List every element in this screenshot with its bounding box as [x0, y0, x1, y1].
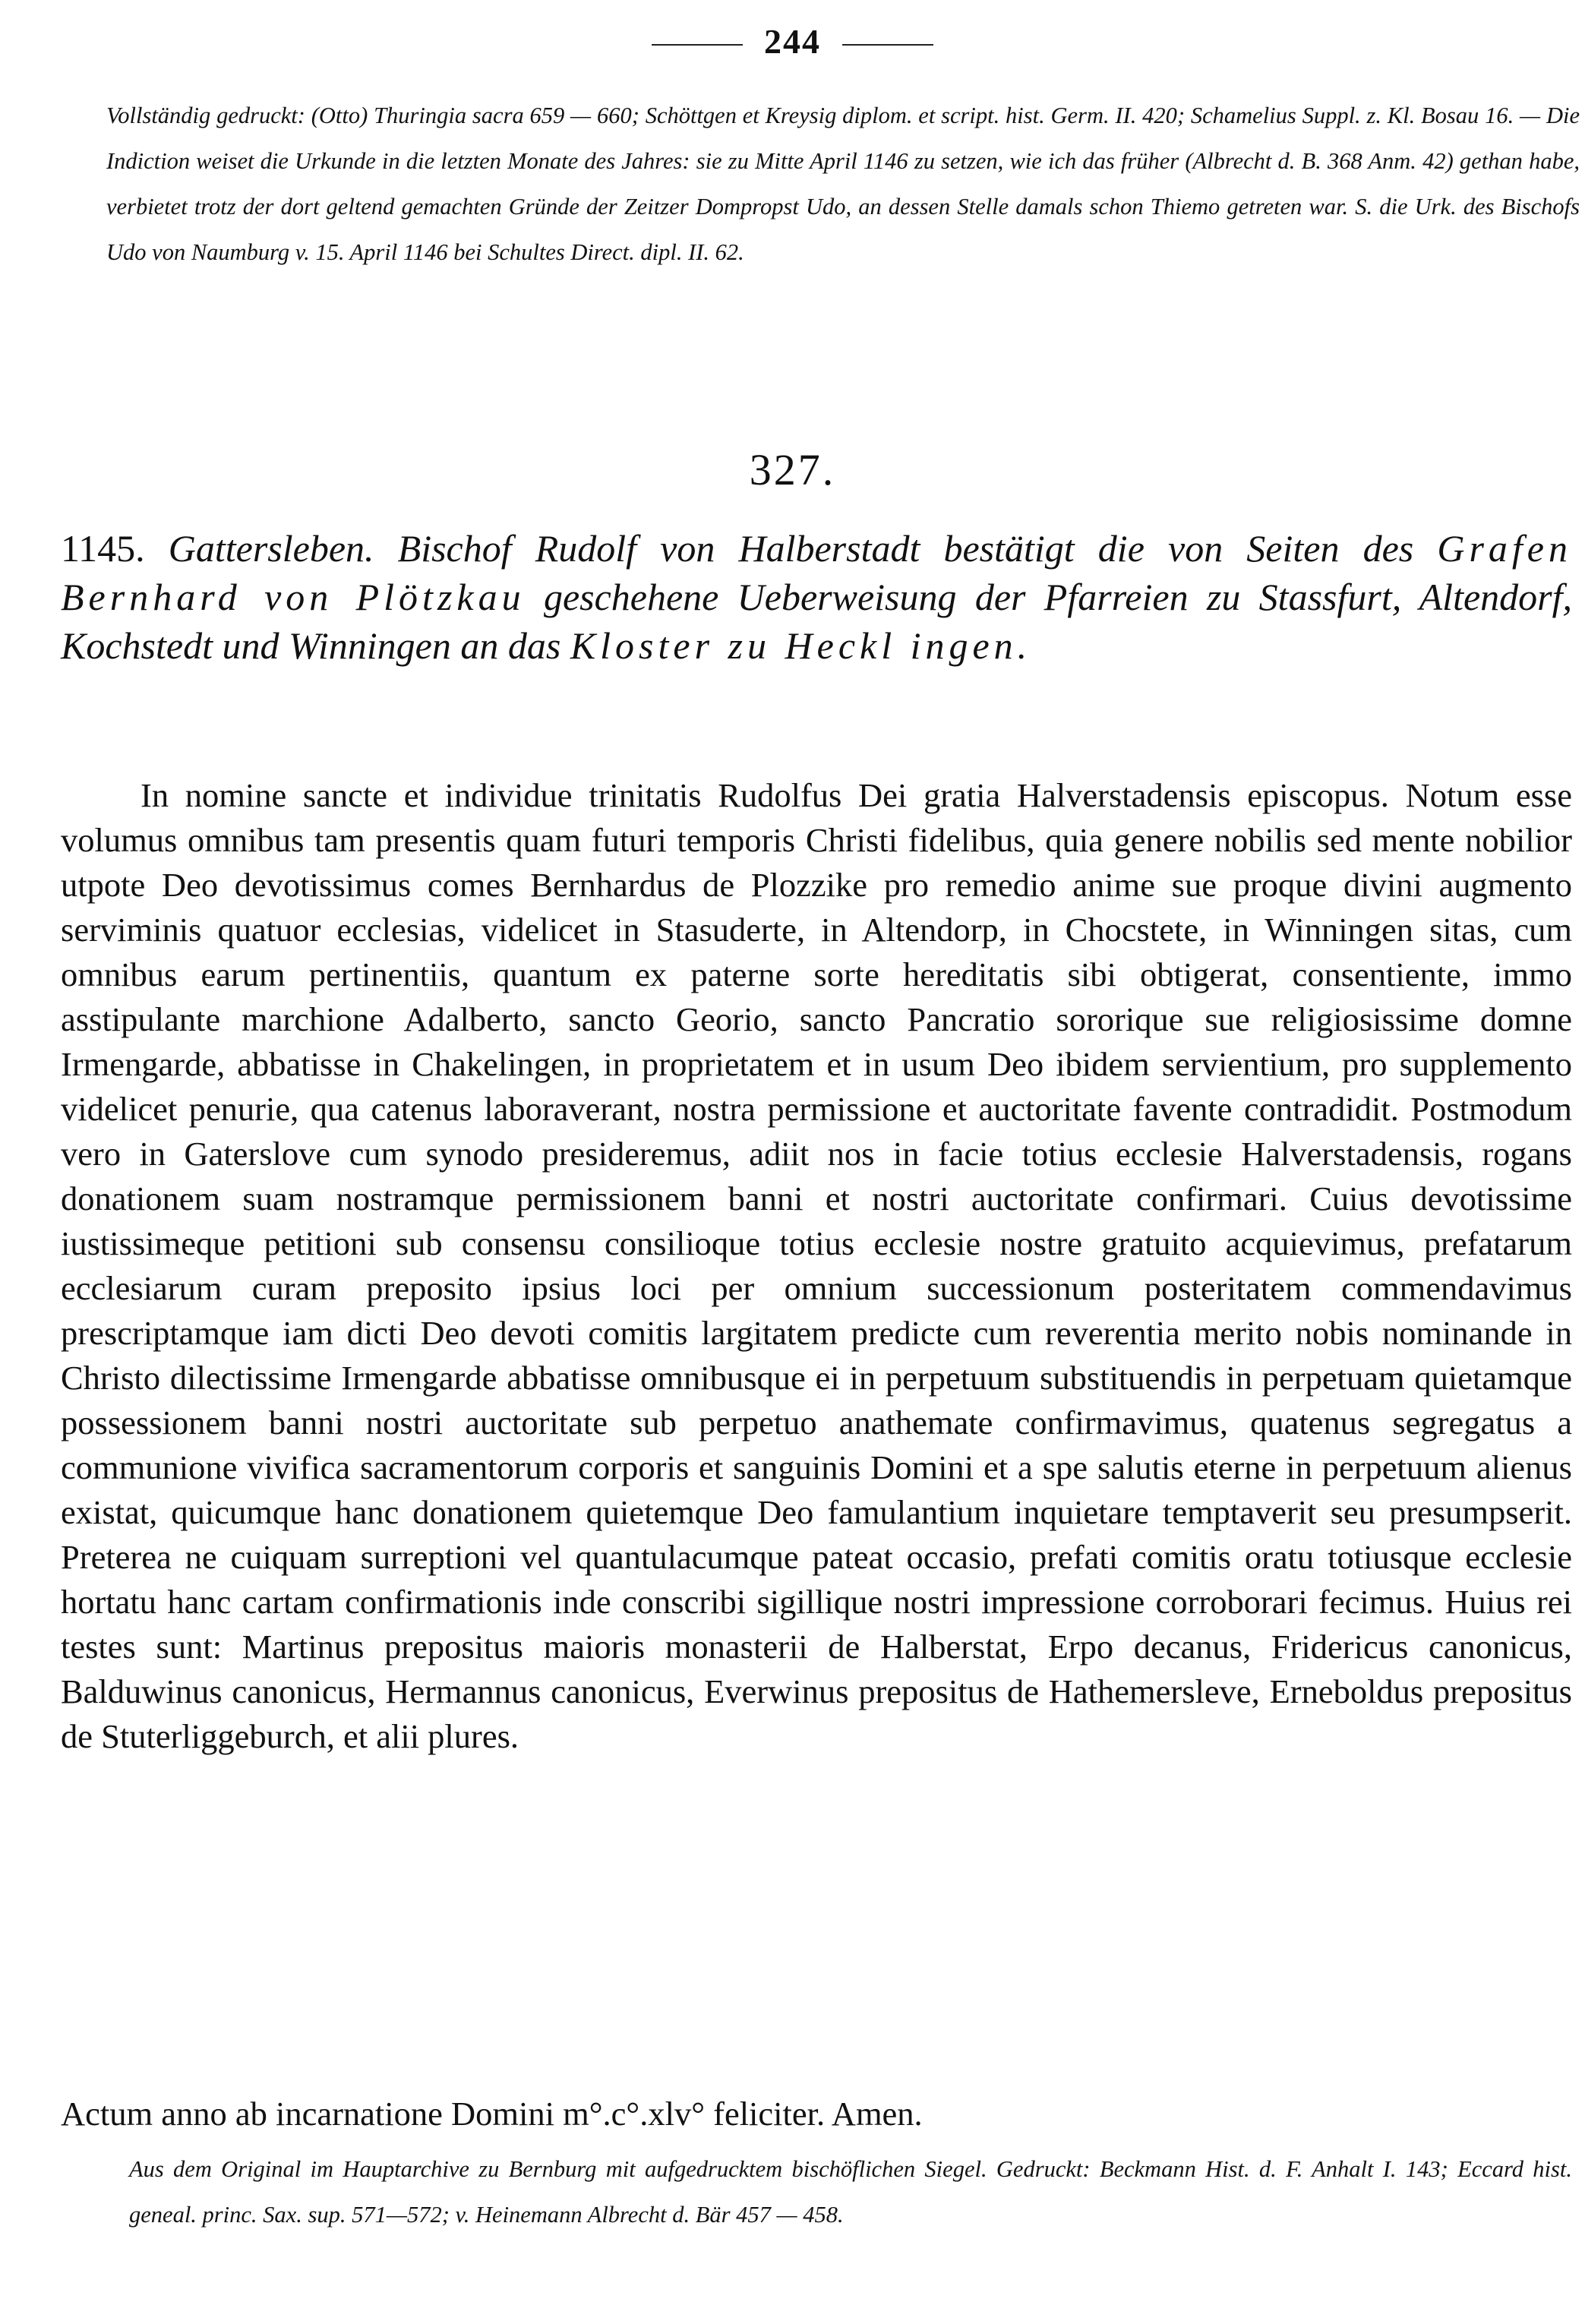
header-rule-right: [842, 44, 933, 46]
regest-monastery: Kloster zu Heckl ingen.: [570, 624, 1032, 667]
regest-text-1: Bischof Rudolf von Halberstadt bestätigt die von Seiten des: [397, 527, 1414, 570]
regest-date: 1145.: [61, 527, 145, 570]
regest-count-name: Grafen Bernhard von Plötzkau: [61, 527, 1572, 618]
charter-regest: [61, 524, 1572, 670]
charter-body-text: In nomine sancte et individue trinitatis Rudolfus Dei gratia Halverstadensis episcopus. Notum esse volumus omnibus tam presentis quam futuri temporis Christi fidelibus, quia genere nobilis sed mente nobilior utpote Deo devotissimus comes Bernhardus de Plozzike pro remedio anime sue proque divini augmento serviminis quatuor ecclesias, videlicet in Stasuderte, in Altendorp, in Chocstete, in Winningen sitas, cum omnibus earum pertinentiis, quantum ex paterne sorte hereditatis sibi obtigerat, consentiente, immo asstipulante marchione Adalberto, sancto Georio, sancto Pancratio sororique sue religiosissime domne Irmengarde, abbatisse in Chakelingen, in proprietatem et in usum Deo ibidem servientium, pro supplemento videlicet penurie, qua catenus laboraverant, nostra permissione et auctoritate favente contradidit. Postmodum vero in Gaterslove cum synodo presideremus, adiit nos in facie totius ecclesie Halverstadensis, rogans donationem suam nostramque permissionem banni et nostri auctoritate confirmari. Cuius devotissime iustissimeque petitioni sub consensu consilioque totius ecclesie nostre gratuito acquievimus, prefatarum ecclesiarum curam preposito ipsius loci per omnium successionum posteritatem commendavimus prescriptamque iam dicti Deo devoti comitis largitatem predicte cum reverentia merito nobis nominande in Christo dilectissime Irmengarde abbatisse omnibusque ei in perpetuum substituendis in perpetuam quietamque possessionem banni nostri auctoritate sub perpetuo anathemate confirmavimus, quatenus segregatus a communione vivifica sacramentorum corporis et sanguinis Domini et a spe salutis eterne in perpetuum alienus existat, quicumque hanc donationem quietemque Deo famulantium inquietare temptaverit seu presumpserit. Preterea ne cuiquam surreptioni vel quantulacumque pateat occasio, prefati comitis oratu totiusque ecclesie hortatu hanc cartam confirmationis inde conscribi sigillique nostri impressione corroborari fecimus. Huius rei testes sunt: Martinus prepositus maioris monasterii de Halberstat, Erpo decanus, Fridericus canonicus, Balduwinus canonicus, Hermannus canonicus, Everwinus prepositus de Hathemersleve, Erneboldus prepositus de Stuterliggeburch, et alii plures.: [61, 776, 1572, 1755]
source-footnote: Aus dem Original im Hauptarchive zu Bernburg mit aufgedrucktem bischöflichen Siegel. Gedruckt: Beckmann Hist. d. F. Anhalt I. 143; Eccard hist. geneal. princ. Sax. sup. 571—572; v. Heinemann Albrecht d. Bär 457 — 458.: [129, 2156, 1572, 2228]
header-rule-left: [652, 44, 743, 46]
page-number: 244: [764, 22, 821, 61]
charter-number: 327.: [749, 445, 836, 494]
regest-text-2: geschehene Ueberweisung der Pfarreien zu Stassfurt, Altendorf, Kochstedt und Winningen an das: [61, 576, 1573, 667]
previous-charter-footnote: Vollständig gedruckt: (Otto) Thuringia sacra 659 — 660; Schöttgen et Kreysig diplom. et script. hist. Germ. II. 420; Schamelius Suppl. z. Kl. Bosau 16. — Die Indiction weiset die Urkunde in die letzten Monate des Jahres: sie zu Mitte April 1146 zu setzen, wie ich das früher (Albrecht d. B. 368 Anm. 42) gethan habe, verbietet trotz der dort geltend gemachten Gründe der Zeitzer Dompropst Udo, an dessen Stelle damals schon Thiemo getreten war. S. die Urk. des Bischofs Udo von Naumburg v. 15. April 1146 bei Schultes Direct. dipl. II. 62.: [106, 103, 1580, 265]
regest-place: Gattersleben.: [168, 527, 374, 570]
charter-actum-line: Actum anno ab incarnatione Domini m°.c°.xlv° feliciter. Amen.: [61, 2095, 923, 2133]
page-header: [0, 21, 1585, 62]
